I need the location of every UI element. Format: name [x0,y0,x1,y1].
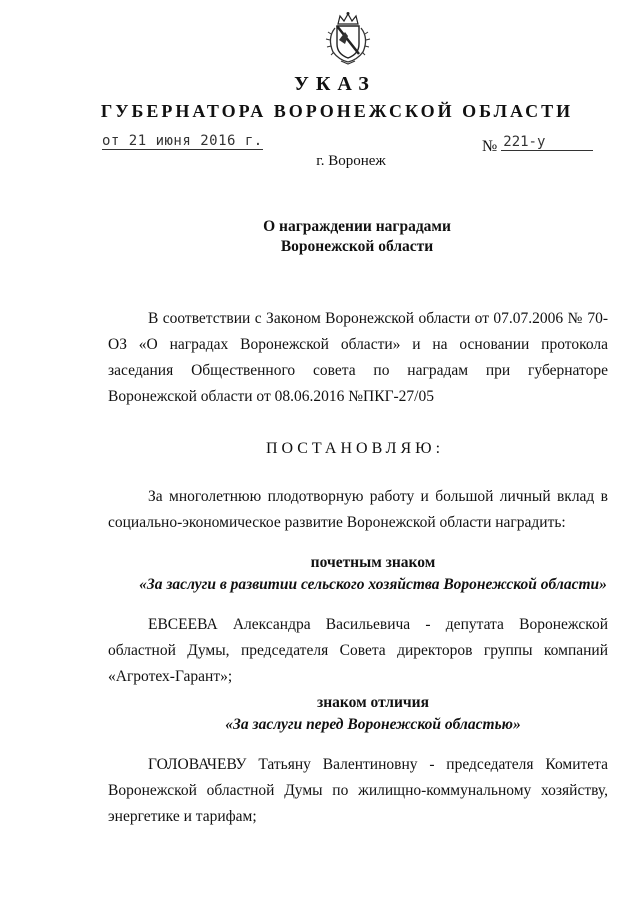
preamble-paragraph: В соответствии с Законом Воронежской области от 07.07.2006 № 70-ОЗ «О наградах Воронежской области» и на основании протокола заседания Общественного совета по наградам при губернаторе Воронежской области от 08.06.2016 №ПКГ-27/05 [108,310,608,405]
subject-line-2: Воронежской области [280,238,434,255]
document-title: УКАЗ [294,73,376,95]
number-sign: № [482,138,498,155]
recipient-paragraph: ЕВСЕЕВА Александра Васильевича - депутата Воронежской областной Думы, председателя Совета директоров группы компаний «Агротех-Гарант»; [108,616,608,685]
intro-paragraph: За многолетнюю плодотворную работу и большой личный вклад в социально-экономическое развитие Воронежской области наградить: [108,488,608,531]
award-kind: знаком отличия [317,694,429,711]
document-subject [0,217,640,257]
award-heading-1 [0,552,640,596]
document-subtitle: ГУБЕРНАТОРА ВОРОНЕЖСКОЙ ОБЛАСТИ [100,101,574,121]
award-heading-2 [0,692,640,736]
number-value: 221-у [501,134,593,151]
city: г. Воронеж [316,153,386,169]
coat-of-arms-icon [323,10,373,66]
award-name: «За заслуги в развитии сельского хозяйства Воронежской области» [139,576,607,593]
subject-line-1: О награждении наградами [263,218,451,235]
award-kind: почетным знаком [310,554,436,571]
document-date: от 21 июня 2016 г. [102,133,263,149]
recipient-paragraph: ГОЛОВАЧЕВУ Татьяну Валентиновну - председателя Комитета Воронежской областной Думы по жилищно-коммунальному хозяйству, энергетике и тарифам; [108,756,608,825]
award-name: «За заслуги перед Воронежской областью» [225,716,521,733]
decree-heading: ПОСТАНОВЛЯЮ: [265,440,445,457]
